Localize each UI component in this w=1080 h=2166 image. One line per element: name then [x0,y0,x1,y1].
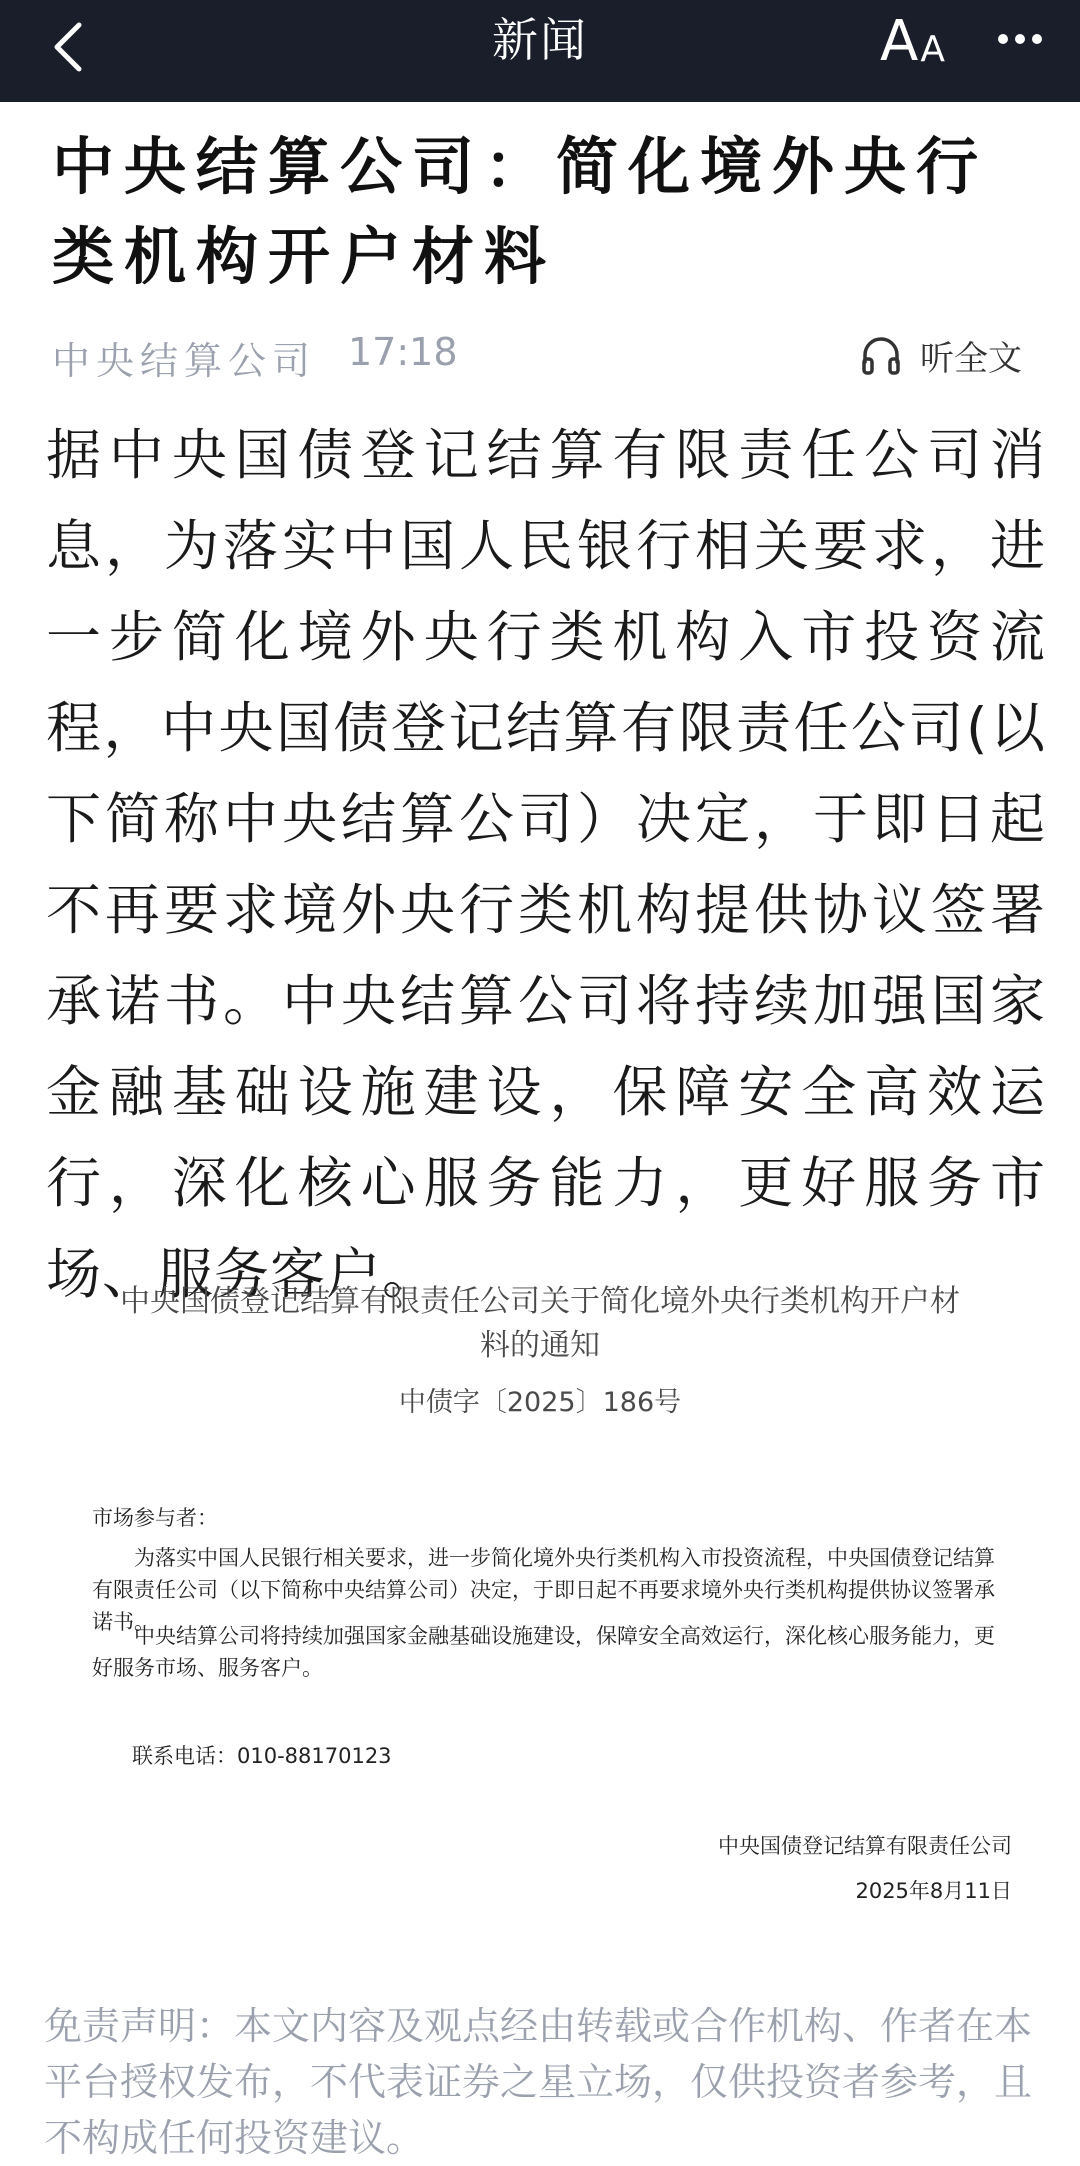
font-size-icon-small: A [920,29,945,70]
listen-full-text-button[interactable] [860,330,1022,380]
article-source[interactable]: 中央结算公司 [52,339,317,383]
document-paragraph: 为落实中国人民银行相关要求，进一步简化境外央行类机构入市投资流程，中央国债登记结算有限责任公司（以下简称中央结算公司）决定，于即日起不再要求境外央行类机构提供协议签署承诺书。 [92,1546,995,1634]
disclaimer-text: 免责声明：本文内容及观点经由转载或合作机构、作者在本平台授权发布，不代表证券之星立场，仅供投资者参考，且不构成任何投资建议。 [44,2004,1033,2160]
top-navigation-bar [0,0,1080,102]
font-size-button[interactable] [880,9,980,74]
more-button[interactable] [985,14,1055,64]
document-phone: 联系电话：010-88170123 [132,1744,392,1768]
more-dots-icon [1015,34,1025,44]
article-body: 据中央国债登记结算有限责任公司消息，为落实中国人民银行相关要求，进一步简化境外央行类机构入市投资流程，中央国债登记结算有限责任公司(以下简称中央结算公司）决定，于即日起不再要求境外央行类机构提供协议签署承诺书。中央结算公司将持续加强国家金融基础设施建设，保障安全高效运行，深化核心服务能力，更好服务市场、服务客户。 [46,423,1046,1306]
more-dots-icon [1032,34,1042,44]
article-time: 17:18 [348,330,458,374]
page-title: 新闻 [492,13,588,67]
document-paragraph: 中央结算公司将持续加强国家金融基础设施建设，保障安全高效运行，深化核心服务能力，更好服务市场、服务客户。 [92,1624,995,1680]
document-date: 2025年8月11日 [855,1879,1012,1903]
headphones-icon [860,334,902,376]
listen-label: 听全文 [920,338,1022,379]
document-signature: 中央国债登记结算有限责任公司 [718,1834,1012,1858]
font-size-icon: A [880,9,919,74]
document-addressee: 市场参与者： [92,1506,218,1530]
document-number: 中债字〔2025〕186号 [398,1387,682,1418]
document-title: 中央国债登记结算有限责任公司关于简化境外央行类机构开户材料的通知 [120,1284,960,1363]
article-headline: 中央结算公司：简化境外央行类机构开户材料 [52,130,989,293]
more-dots-icon [998,34,1008,44]
